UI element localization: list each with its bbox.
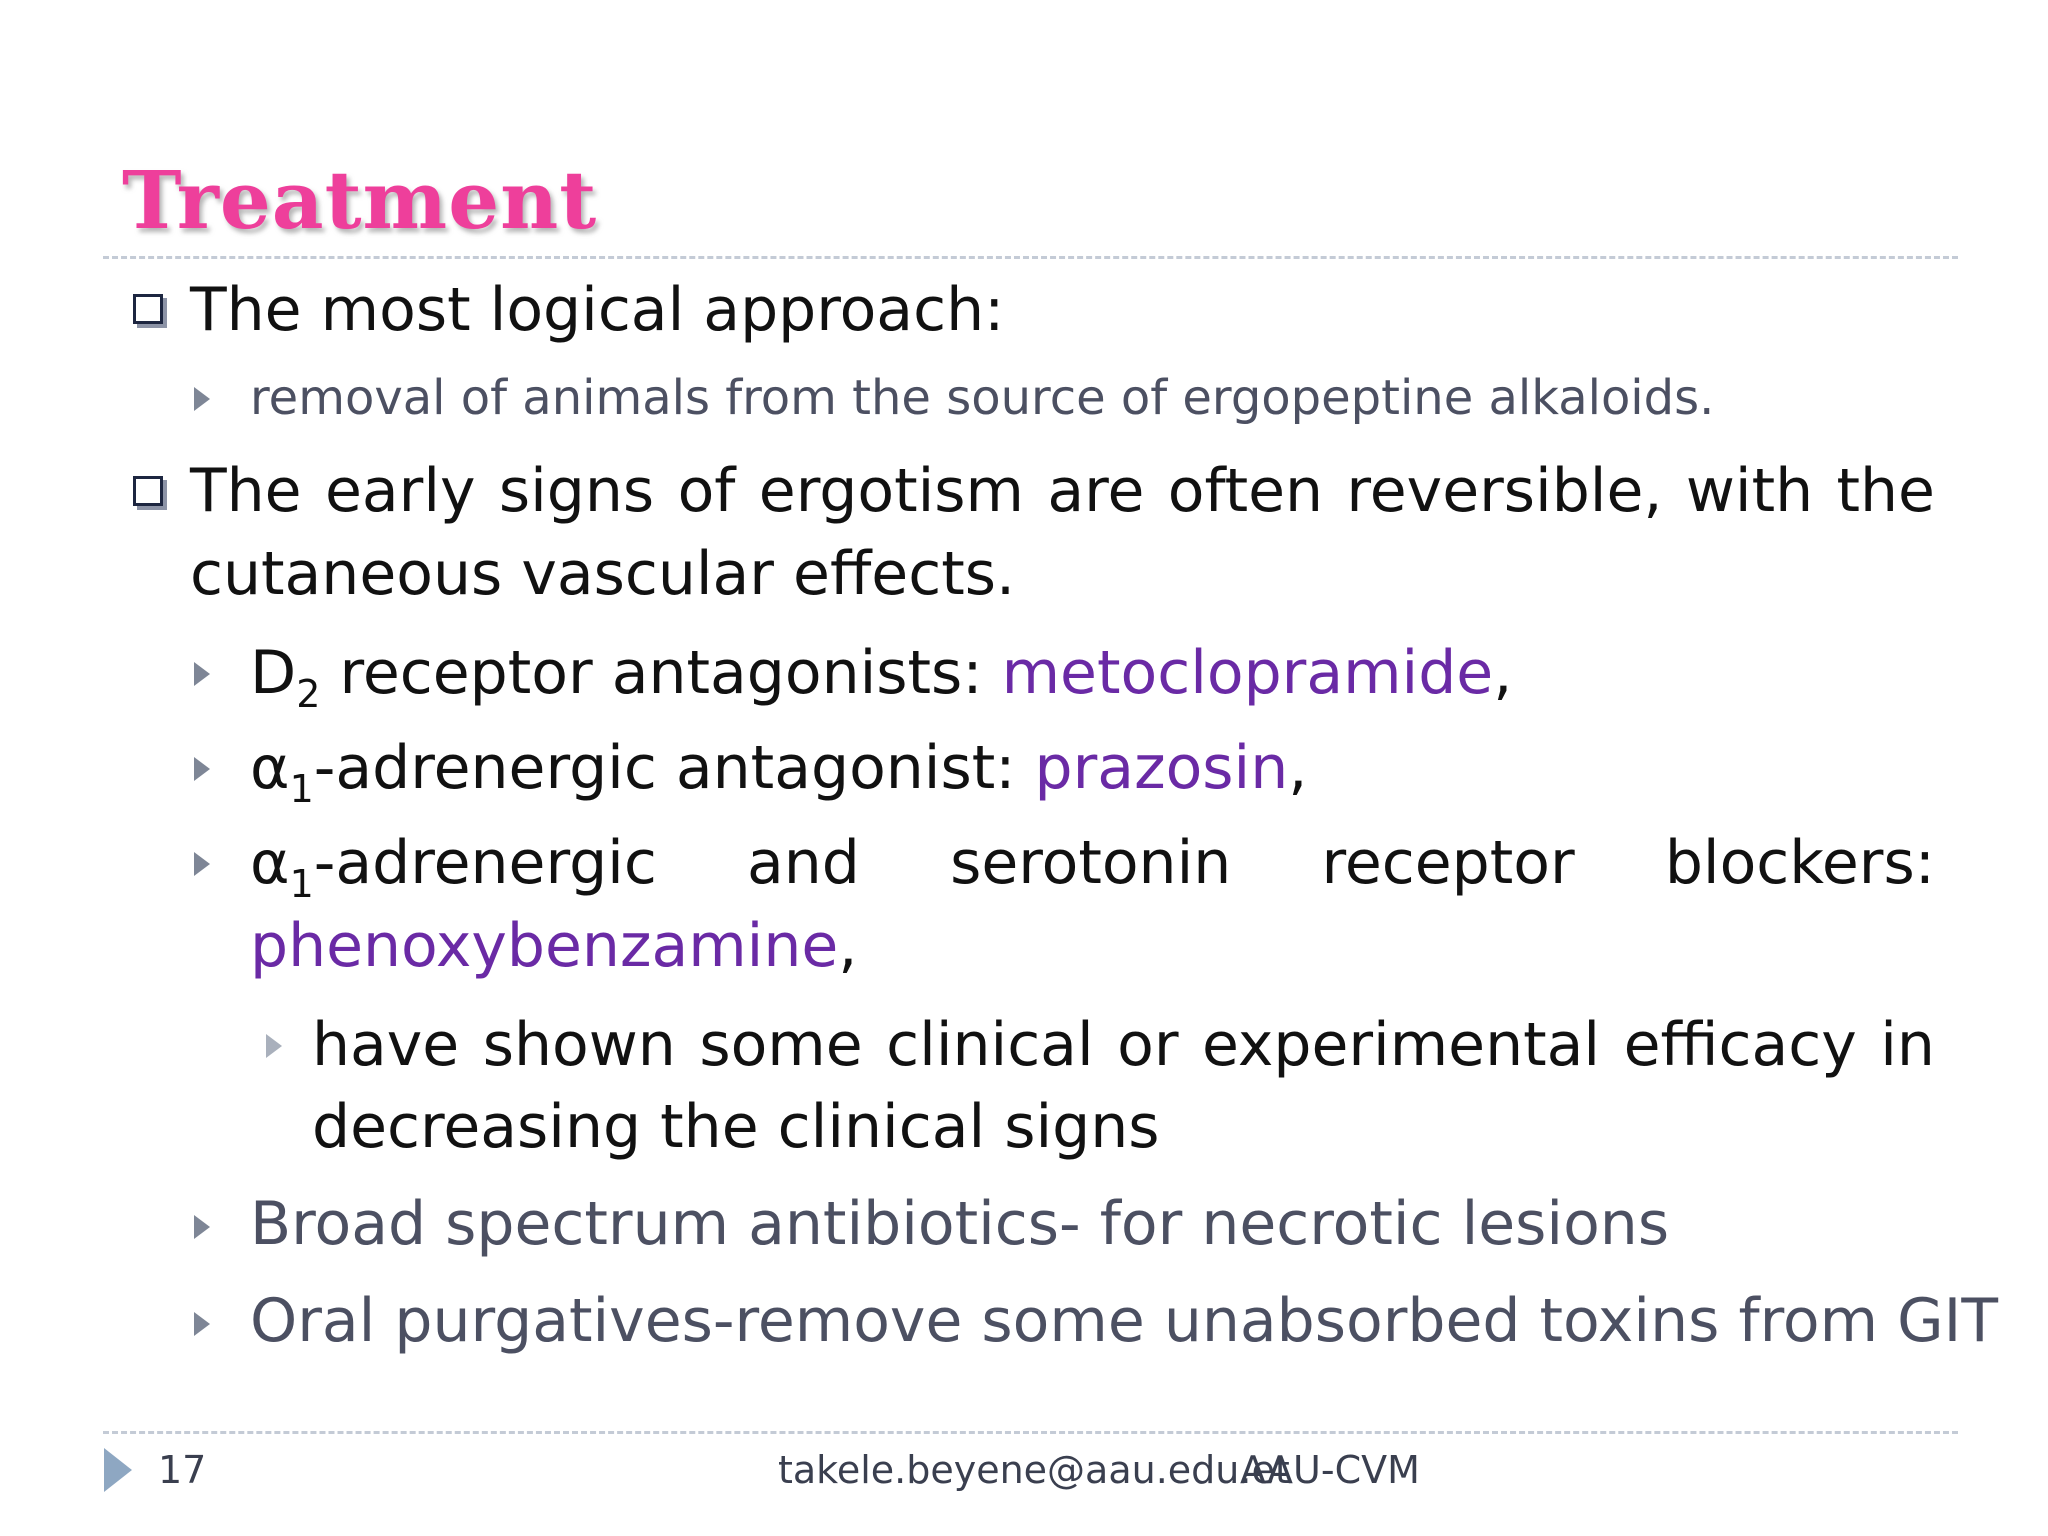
footer-organization: AAU-CVM: [1240, 1448, 1420, 1492]
drug-name: phenoxybenzamine: [250, 911, 839, 981]
word: The: [190, 456, 302, 526]
word: clinical: [886, 1010, 1094, 1080]
triangle-bullet-icon: [194, 387, 210, 411]
word: efficacy: [1623, 1010, 1857, 1080]
triangle-bullet-icon: [194, 757, 210, 781]
word: often: [1167, 456, 1324, 526]
word: are: [1047, 456, 1145, 526]
footer-divider: [103, 1431, 1958, 1434]
item-label: receptor antagonists:: [320, 638, 1002, 708]
word: early: [324, 456, 476, 526]
item-suffix: ,: [838, 911, 858, 981]
receptor-prefix: D: [250, 638, 297, 708]
sub-bullet-alpha1-antagonist: [250, 728, 1307, 829]
nested-efficacy-line1: [312, 1005, 1935, 1085]
word: shown: [482, 1010, 676, 1080]
word: or: [1117, 1010, 1179, 1080]
drug-name: prazosin: [1034, 733, 1289, 803]
word: blockers:: [1664, 828, 1935, 898]
receptor-prefix: α: [250, 828, 290, 898]
title-divider: [103, 256, 1958, 259]
word: experimental: [1202, 1010, 1601, 1080]
word: serotonin: [950, 828, 1232, 898]
receptor-prefix: α: [250, 733, 290, 803]
item-label: -adrenergic: [313, 828, 657, 898]
word: some: [699, 1010, 863, 1080]
nested-efficacy-line2: decreasing the clinical signs: [312, 1092, 1160, 1162]
word: reversible,: [1346, 456, 1663, 526]
triangle-arrow-icon: [104, 1448, 132, 1492]
bullet-logical-approach: The most logical approach:: [190, 275, 1005, 345]
page-number: 17: [158, 1448, 207, 1492]
drug-name: metoclopramide: [1001, 638, 1494, 708]
triangle-bullet-icon: [194, 662, 210, 686]
sub-bullet-d2-antagonists: [250, 633, 1512, 734]
word: the: [1836, 456, 1935, 526]
footer-email: takele.beyene@aau.edu.et: [778, 1448, 1290, 1492]
triangle-bullet-icon: [194, 852, 210, 876]
subscript: 1: [289, 767, 314, 811]
word: in: [1880, 1010, 1935, 1080]
word: with: [1685, 456, 1814, 526]
item-suffix: ,: [1288, 733, 1308, 803]
square-bullet-icon: [133, 294, 163, 324]
square-bullet-icon: [133, 476, 163, 506]
word: signs: [498, 456, 655, 526]
word: of: [677, 456, 736, 526]
subscript: 2: [296, 672, 321, 716]
word: and: [747, 828, 860, 898]
bullet-early-signs-line1: [190, 451, 1935, 531]
sub-bullet-removal: removal of animals from the source of ergopeptine alkaloids.: [250, 370, 1715, 426]
item-suffix: ,: [1493, 638, 1513, 708]
bullet-early-signs-line2: cutaneous vascular effects.: [190, 539, 1016, 609]
triangle-bullet-icon: [266, 1034, 282, 1058]
sub-bullet-antibiotics: Broad spectrum antibiotics- for necrotic lesions: [250, 1189, 1670, 1259]
triangle-bullet-icon: [194, 1215, 210, 1239]
item-label: -adrenergic antagonist:: [313, 733, 1035, 803]
subscript: 1: [289, 862, 314, 906]
triangle-bullet-icon: [194, 1312, 210, 1336]
word: receptor: [1321, 828, 1575, 898]
word: have: [312, 1010, 460, 1080]
slide-title: Treatment: [122, 153, 598, 247]
word: ergotism: [758, 456, 1025, 526]
sub-bullet-alpha1-serotonin-line2: [250, 906, 857, 986]
sub-bullet-purgatives: Oral purgatives-remove some unabsorbed toxins from GIT: [250, 1286, 1998, 1356]
